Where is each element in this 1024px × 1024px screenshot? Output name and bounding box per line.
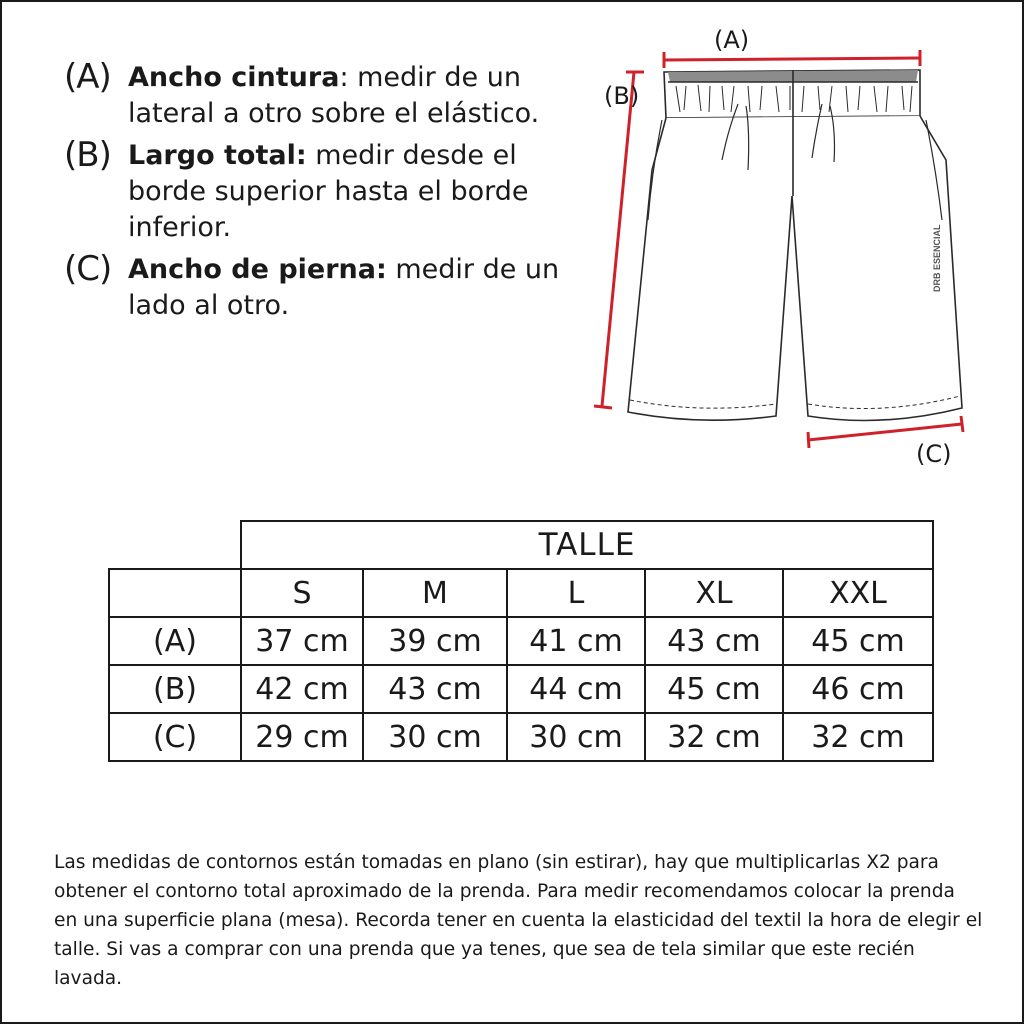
table-cell: 41 cm: [507, 617, 645, 665]
table-cell: 29 cm: [241, 713, 363, 761]
size-table: [108, 520, 934, 762]
table-cell: 43 cm: [645, 617, 783, 665]
table-row: [109, 617, 933, 665]
table-cell: 43 cm: [363, 665, 507, 713]
table-row: [109, 713, 933, 761]
row-label: (B): [109, 665, 241, 713]
row-label: (A): [109, 617, 241, 665]
table-cell: 42 cm: [241, 665, 363, 713]
table-cell: 44 cm: [507, 665, 645, 713]
measure-line-a: [664, 58, 920, 60]
size-header: S: [241, 569, 363, 617]
size-header-row: [109, 569, 933, 617]
legend-item-a: [64, 56, 604, 132]
table-row: [109, 665, 933, 713]
table-corner: [109, 521, 241, 569]
legend-item-b: [64, 134, 604, 246]
row-label: (C): [109, 713, 241, 761]
size-header: XXL: [783, 569, 933, 617]
legend-letter: (C): [64, 249, 112, 289]
table-cell: 46 cm: [783, 665, 933, 713]
shorts-body: [628, 116, 962, 421]
diagram-label-b: (B): [604, 82, 640, 110]
talle-header-row: [109, 521, 933, 569]
measure-line-c: [808, 424, 962, 440]
legend-term: Ancho cintura: [128, 62, 340, 93]
table-cell: 45 cm: [645, 665, 783, 713]
table-cell: 30 cm: [363, 713, 507, 761]
measure-line-b: [602, 72, 634, 406]
size-header: XL: [645, 569, 783, 617]
table-cell: 39 cm: [363, 617, 507, 665]
diagram-label-c: (C): [916, 440, 952, 468]
table-cell: 45 cm: [783, 617, 933, 665]
legend-description: medir de un lado al otro.: [128, 254, 560, 321]
table-cell: 32 cm: [645, 713, 783, 761]
legend-description: : medir de un lateral a otro sobre el elástico.: [128, 62, 540, 129]
table-cell: 37 cm: [241, 617, 363, 665]
shorts-diagram: [590, 20, 990, 480]
table-cell: 30 cm: [507, 713, 645, 761]
legend-term: Largo total:: [128, 140, 307, 171]
legend-description: medir desde el borde superior hasta el borde inferior.: [128, 140, 529, 243]
legend-term: Ancho de pierna:: [128, 254, 387, 285]
size-header: M: [363, 569, 507, 617]
measurement-note: Las medidas de contornos están tomadas en plano (sin estirar), hay que multiplicarlas X2 para obtener el contorno total aproximado de la prenda. Para medir recomendamos colocar la prenda en una superficie plana (mesa). Recorda tener en cuenta la elasticidad del textil la hora de elegir el talle. Si vas a comprar con una prenda que ya tenes, que sea de tela similar que este recién lavada.: [54, 852, 983, 989]
size-header-blank: [109, 569, 241, 617]
measurement-legend: [64, 56, 604, 326]
diagram-label-a: (A): [714, 26, 750, 54]
legend-letter: (A): [64, 57, 111, 97]
size-header: L: [507, 569, 645, 617]
legend-letter: (B): [64, 135, 111, 175]
table-cell: 32 cm: [783, 713, 933, 761]
legend-item-c: [64, 248, 604, 324]
talle-header: TALLE: [241, 521, 933, 569]
brand-mark: DRB ESENCIAL: [932, 224, 942, 292]
